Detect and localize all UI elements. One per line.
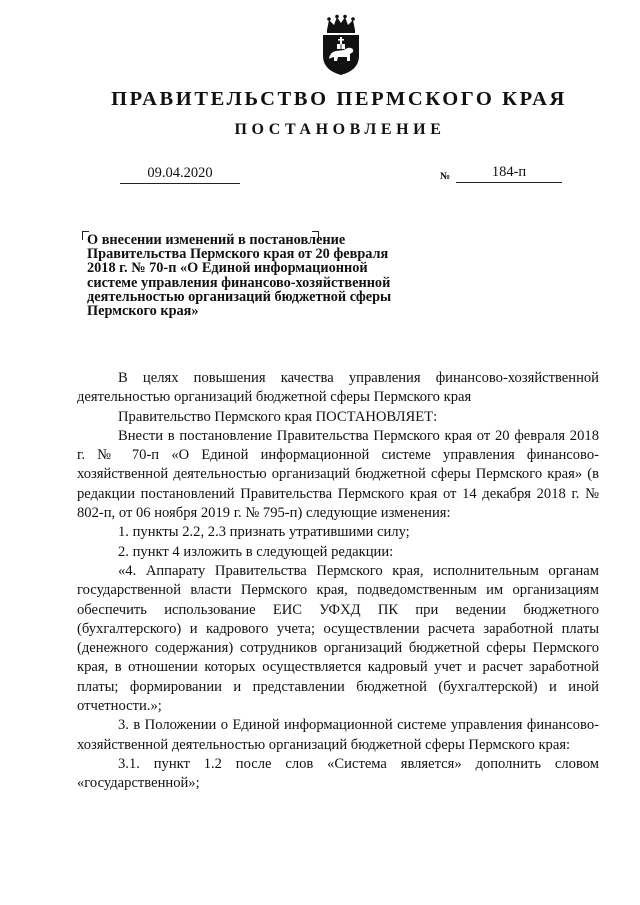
number-label: №	[440, 171, 451, 182]
document-number: 184-п	[456, 164, 562, 183]
body-paragraph: 3. в Положении о Единой информационной системе управления финансово-хозяйственной деятельностью организаций бюджетной сферы Пермского края:	[77, 717, 599, 753]
subject-line: Правительства Пермского края от 20 февраля	[87, 246, 389, 263]
body-paragraph: 3.1. пункт 1.2 после слов «Система является» дополнить словом «государственной»;	[77, 755, 599, 792]
document-date: 09.04.2020	[120, 165, 240, 184]
government-title: ПРАВИТЕЛЬСТВО ПЕРМСКОГО КРАЯ	[111, 88, 567, 110]
document-subject	[87, 233, 427, 318]
document-type: ПОСТАНОВЛЕНИЕ	[234, 121, 446, 138]
body-paragraph: Внести в постановление Правительства Пермского края от 20 февраля 2018 г. № 70-п «О Единой информационной системе управления финансово-хозяйственной деятельностью организаций бюджетной сферы Пермского края» (в редакции постановлений Правительства Пермского края от 14 декабря 2018 г. № 802-п, от 06 ноября 2019 г. № 795-п) следующие изменения:	[77, 427, 599, 522]
coat-of-arms-icon	[318, 14, 364, 76]
body-paragraph: В целях повышения качества управления финансово-хозяйственной деятельностью организаций бюджетной сферы Пермского края	[77, 370, 599, 406]
document-body	[77, 369, 599, 794]
subject-line: О внесении изменений в постановление	[87, 232, 346, 248]
subject-line: системе управления финансово-хозяйственной	[87, 274, 391, 291]
body-paragraph: 2. пункт 4 изложить в следующей редакции:	[118, 543, 394, 560]
body-paragraph: 1. пункты 2.2, 2.3 признать утратившими силу;	[118, 524, 410, 541]
body-paragraph: «4. Аппарату Правительства Пермского края, исполнительным органам государственной власти Пермского края, подведомственным им организациям обеспечить использование ЕИС УФХД ПК при ведении бюджетного (бухгалтерского) и кадрового учета; осуществлении расчета заработной платы (денежного содержания) сотрудников организаций бюджетной сферы Пермского края, в отношении которых осуществляется кадровый учет и расчет заработной платы; формировании и представлении бюджетной (бухгалтерской) и иной отчетности.»;	[77, 562, 599, 715]
subject-line: деятельностью организаций бюджетной сферы	[87, 288, 392, 305]
subject-line: Пермского края»	[87, 303, 199, 320]
subject-line: 2018 г. № 70-п «О Единой информационной	[87, 260, 368, 277]
body-paragraph: Правительство Пермского края ПОСТАНОВЛЯЕТ:	[118, 408, 438, 425]
